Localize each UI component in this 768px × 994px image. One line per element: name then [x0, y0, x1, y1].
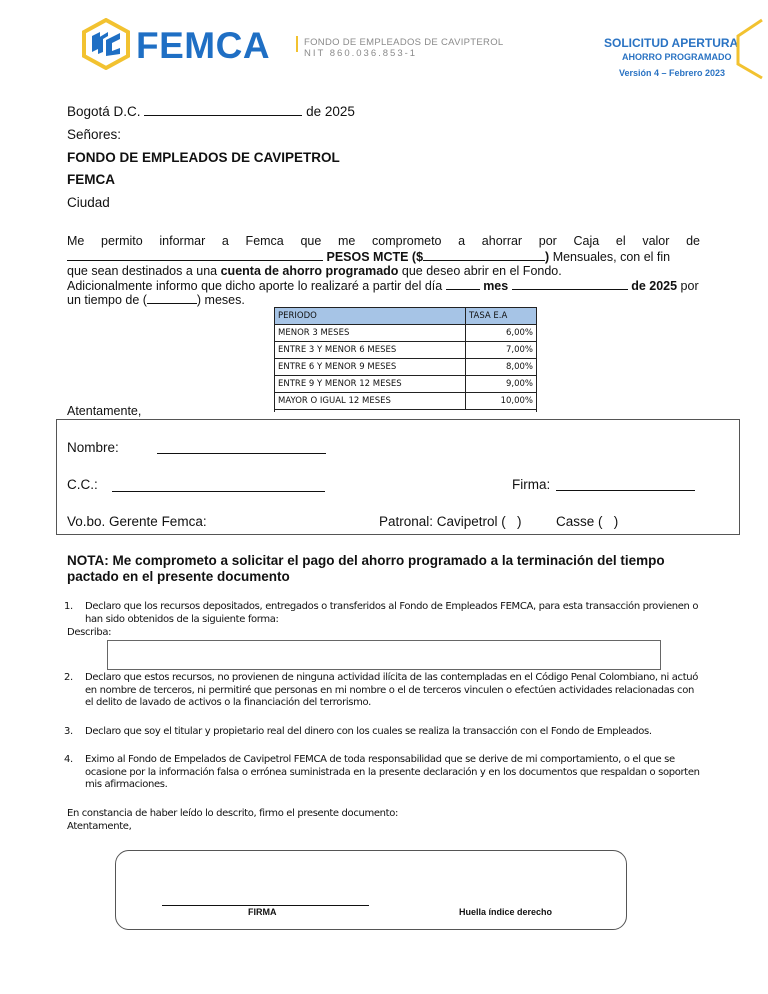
paragraph1-line2: PESOS MCTE ($ ) Mensuales, con el fin [67, 249, 700, 264]
casse-checkbox[interactable]: Casse ( ) [556, 514, 619, 529]
patronal-cavipetrol-checkbox[interactable]: Patronal: Cavipetrol ( ) [379, 514, 522, 529]
declaration-2: 2. Declaro que estos recursos, no provienen de ninguna actividad ilícita de las contempladas en el Código Penal Colombiano, ni actuó en nombre de terceros, ni permitiré que personas en mi nombre o el de terceros vinculen o efectúen actividades relacionadas con el delito de lavado de activos o la financiación del terrorismo. [64, 672, 699, 708]
signature-label: Firma: [512, 477, 551, 492]
closing2-line1: En constancia de haber leído lo descrito, firmo el presente documento: [67, 808, 398, 819]
header-period: PERIODO [275, 308, 466, 325]
fingerprint-label: Huella índice derecho [459, 907, 553, 917]
manager-approval-label: Vo.bo. Gerente Femca: [67, 514, 207, 529]
document-version: Versión 4 – Febrero 2023 [619, 68, 726, 78]
declaration-1: 1. Declaro que los recursos depositados, entregados o transferidos al Fondo de Empleados FEMCA, para esta transacción provienen o han sido obtenidos de la siguiente forma: [64, 601, 699, 625]
closing2-line2: Atentamente, [67, 821, 132, 832]
months-blank[interactable] [147, 292, 197, 304]
name-field[interactable] [157, 453, 326, 454]
recipient-line1: FONDO DE EMPLEADOS DE CAVIPETROL [67, 150, 340, 165]
table-row: ENTRE 3 Y MENOR 6 MESES 7,00% [275, 342, 537, 359]
firma-label: FIRMA [248, 907, 277, 917]
name-label: Nombre: [67, 440, 119, 455]
amount-number-blank[interactable] [423, 249, 545, 261]
paragraph1-line1: Me permito informar a Femca que me comprometo a ahorrar por Caja el valor de [67, 234, 700, 248]
paragraph2-line2: un tiempo de ( ) meses. [67, 293, 245, 307]
org-nit: NIT 860.036.853-1 [304, 48, 418, 59]
month-blank[interactable] [512, 278, 628, 290]
document-title: SOLICITUD APERTURA [604, 36, 739, 50]
date-blank[interactable] [144, 104, 302, 116]
paragraph2-line1: Adicionalmente informo que dicho aporte lo realizaré a partir del día mes de 2025 por [67, 279, 699, 293]
signature-box [115, 850, 627, 930]
rates-table [274, 307, 537, 410]
monthly-text: Mensuales, con el fin [552, 250, 671, 264]
header-rate: TASA E.A [466, 308, 537, 325]
recipient-city: Ciudad [67, 195, 110, 210]
table-row: MAYOR O IGUAL 12 MESES 10,00% [275, 393, 537, 410]
table-footer-edge [274, 409, 537, 412]
table-row: MENOR 3 MESES 6,00% [275, 325, 537, 342]
table-row: ENTRE 9 Y MENOR 12 MESES 9,00% [275, 376, 537, 393]
closing: Atentamente, [67, 404, 142, 418]
cc-label: C.C.: [67, 477, 98, 492]
femca-logo-icon [80, 18, 132, 70]
declaration-3: 3. Declaro que soy el titular y propietario real del dinero con los cuales se realiza la transacción con el Fondo de Empleados. [64, 726, 652, 737]
city-prefix: Bogotá D.C. [67, 104, 141, 119]
table-header-row [275, 308, 537, 325]
table-row: ENTRE 6 Y MENOR 9 MESES 8,00% [275, 359, 537, 376]
day-blank[interactable] [446, 278, 480, 290]
pesos-label: PESOS MCTE ($ [326, 250, 424, 264]
signature-field[interactable] [556, 490, 695, 491]
date-suffix: de 2025 [306, 104, 355, 119]
declaration-4: 4. Eximo al Fondo de Empelados de Cavipetrol FEMCA de toda responsabilidad que se derive de mi comportamiento, o el que se ocasione por la información falsa o errónea suministrada en la presente declaración y en los documentos que respaldan o soporten mis afirmaciones. [64, 754, 700, 790]
cc-field[interactable] [112, 491, 325, 492]
nota-text: NOTA: Me comprometo a solicitar el pago del ahorro programado a la terminación del tiempo pactado en el presente documento [67, 553, 665, 584]
logo-wordmark: FEMCA [136, 25, 271, 66]
hexagon-bracket-icon [734, 18, 768, 80]
describe-label: Describa: [67, 627, 112, 638]
date-line [67, 104, 355, 120]
amount-words-blank[interactable] [67, 249, 323, 261]
salutation: Señores: [67, 127, 122, 142]
describe-input[interactable] [107, 640, 661, 670]
recipient-line2: FEMCA [67, 172, 115, 187]
account-type: cuenta de ahorro programado [220, 264, 399, 278]
paragraph1-line3: que sean destinados a una cuenta de ahorro programado que deseo abrir en el Fondo. [67, 264, 562, 278]
logo-separator [296, 36, 298, 52]
signature-line[interactable] [162, 905, 369, 906]
org-name: FONDO DE EMPLEADOS DE CAVIPTEROL [304, 37, 504, 48]
document-subtitle: AHORRO PROGRAMADO [622, 52, 732, 62]
